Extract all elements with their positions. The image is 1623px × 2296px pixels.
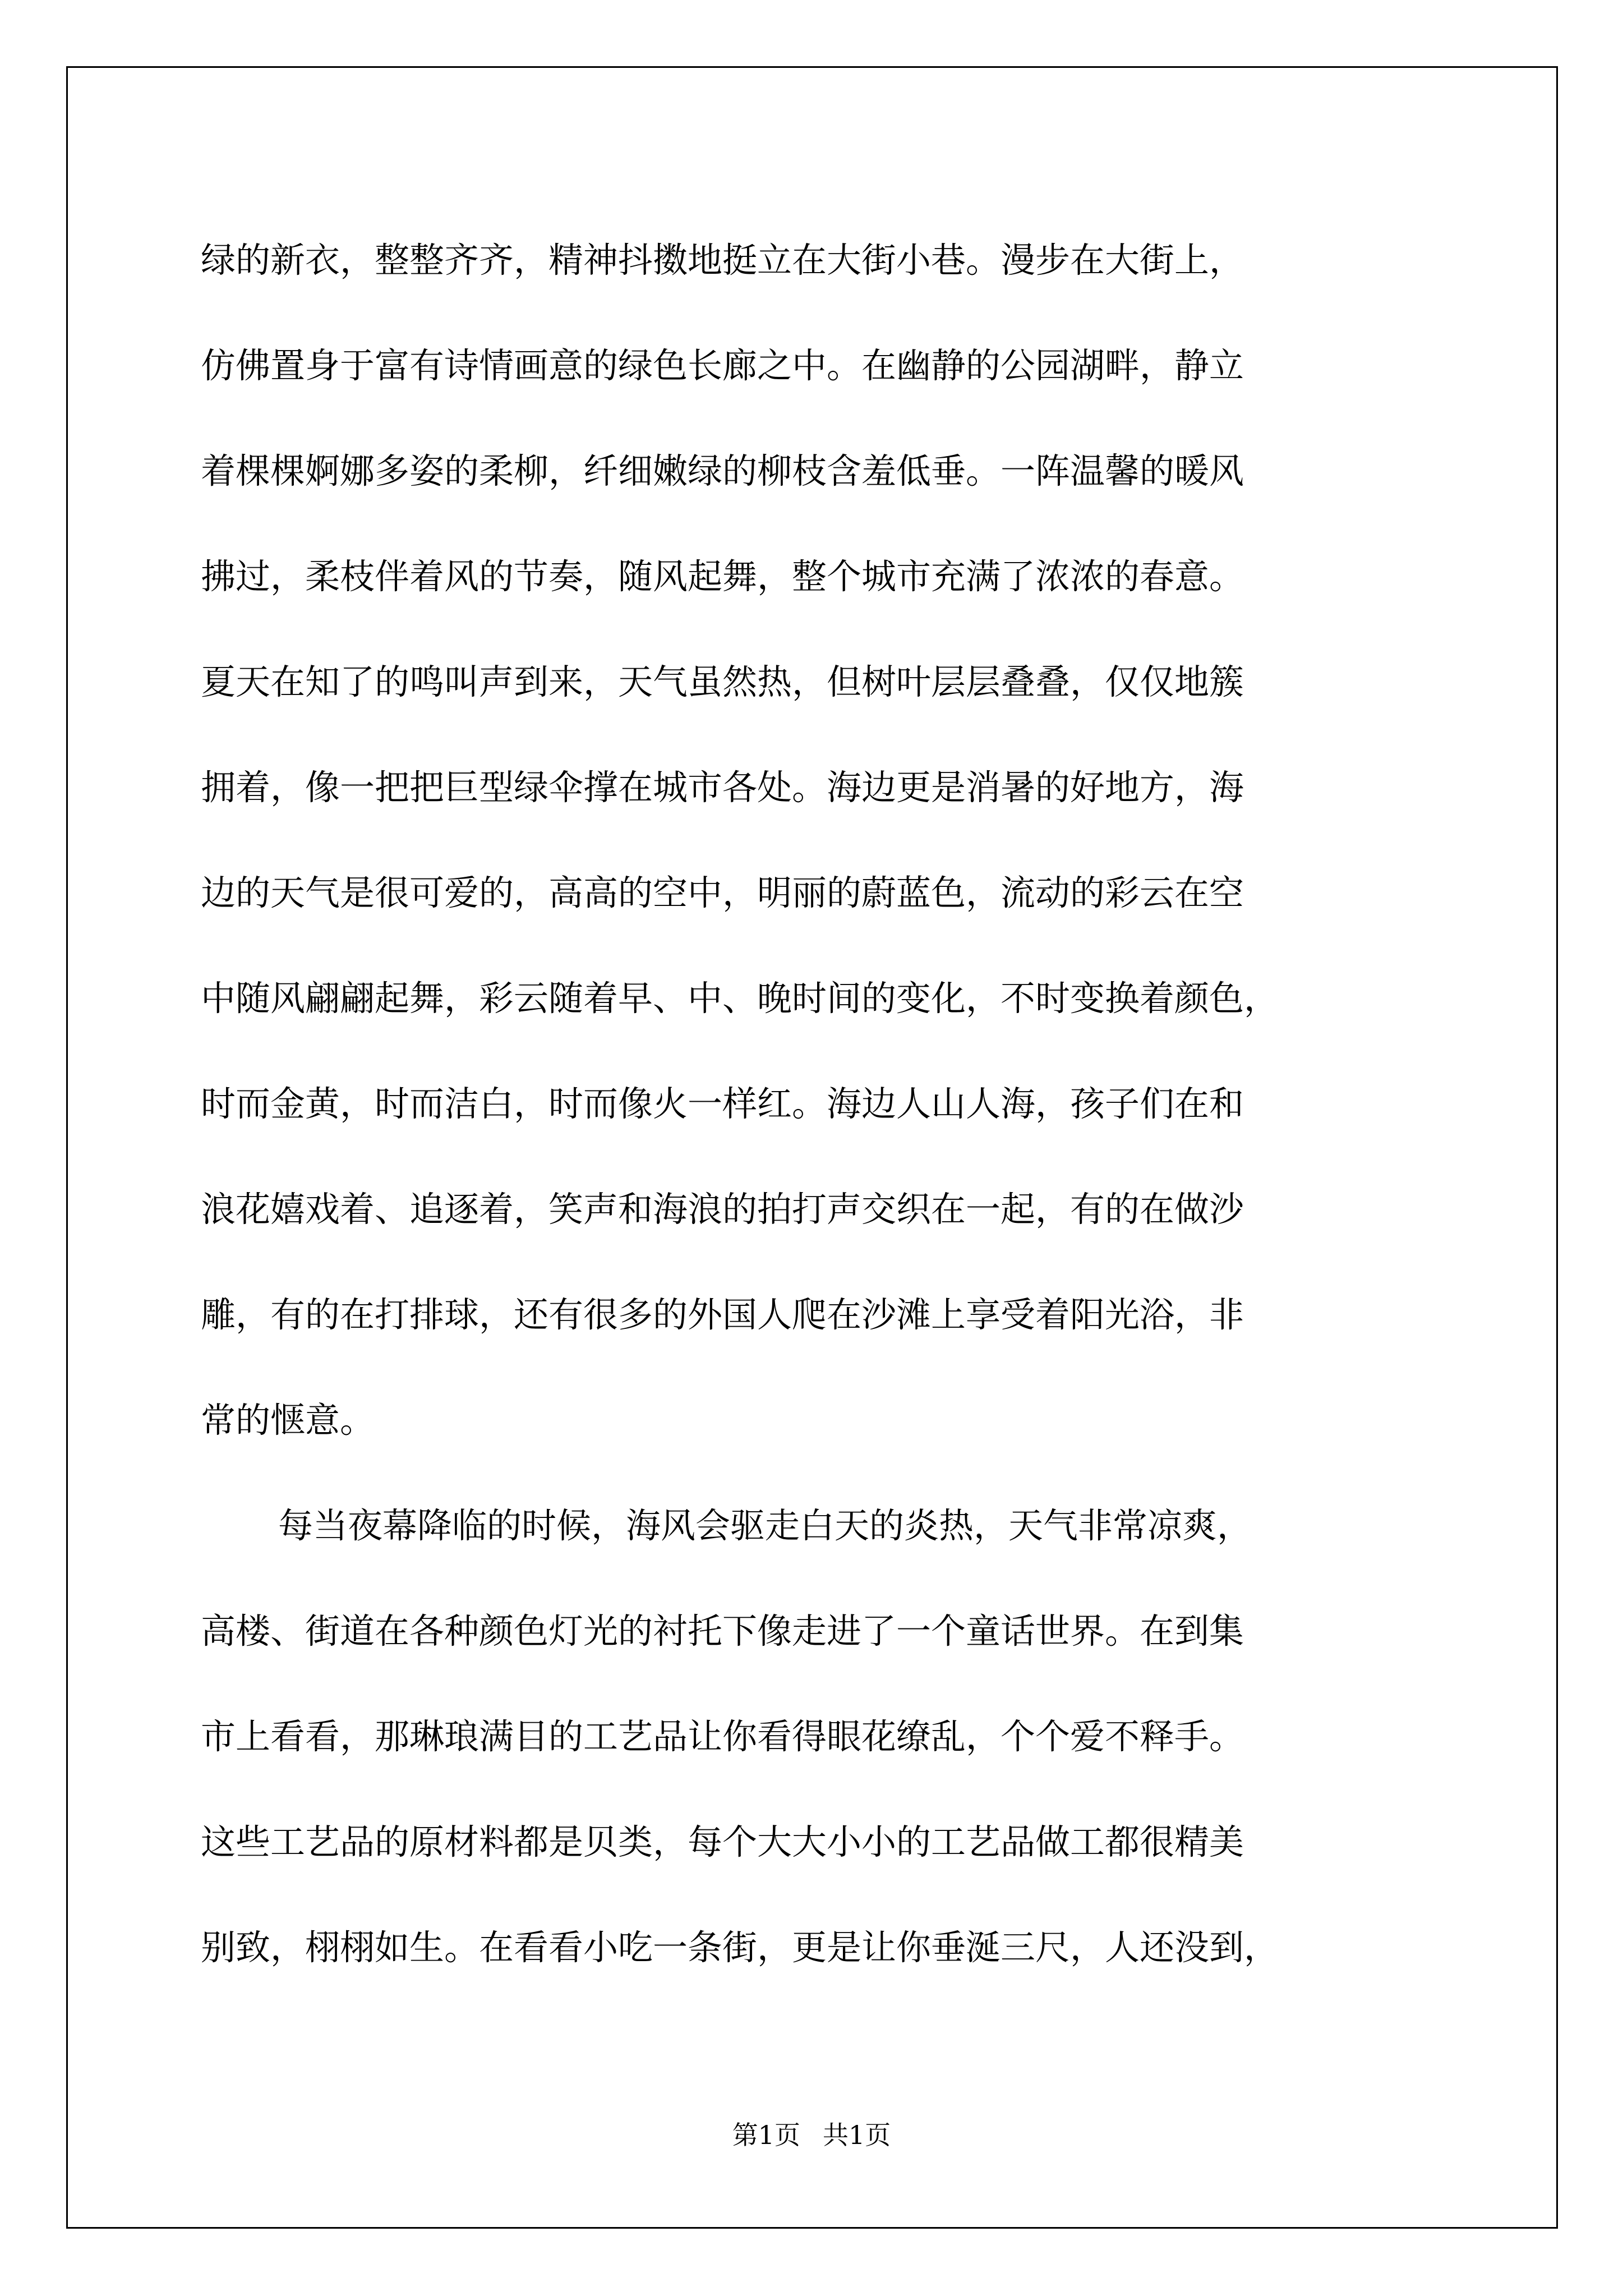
document-body — [201, 208, 1457, 2000]
text-line: 拥着，像一把把巨型绿伞撑在城市各处。海边更是消暑的好地方，海 — [201, 767, 1244, 808]
text-line: 绿的新衣，整整齐齐，精神抖擞地挺立在大街小巷。漫步在大街上， — [201, 240, 1244, 280]
text-line: 仿佛置身于富有诗情画意的绿色长廊之中。在幽静的公园湖畔，静立 — [201, 345, 1244, 386]
text-line: 着棵棵婀娜多姿的柔柳，纤细嫩绿的柳枝含羞低垂。一阵温馨的暖风 — [201, 450, 1244, 491]
text-line: 这些工艺品的原材料都是贝类，每个大大小小的工艺品做工都很精美 — [201, 1821, 1244, 1862]
text-line: 拂过，柔枝伴着风的节奏，随风起舞，整个城市充满了浓浓的春意。 — [201, 556, 1244, 597]
text-line: 别致，栩栩如生。在看看小吃一条街，更是让你垂涎三尺，人还没到， — [201, 1927, 1279, 1968]
page-number-total: 共1页 — [823, 2120, 891, 2150]
text-line: 夏天在知了的鸣叫声到来，天气虽然热，但树叶层层叠叠，仅仅地簇 — [201, 661, 1244, 702]
text-line: 市上看看，那琳琅满目的工艺品让你看得眼花缭乱，个个爱不释手。 — [201, 1716, 1244, 1757]
text-line: 浪花嬉戏着、追逐着，笑声和海浪的拍打声交织在一起，有的在做沙 — [201, 1189, 1244, 1230]
text-line: 中随风翩翩起舞，彩云随着早、中、晚时间的变化，不时变换着颜色， — [201, 978, 1279, 1019]
text-line: 时而金黄，时而洁白，时而像火一样红。海边人山人海，孩子们在和 — [201, 1083, 1244, 1124]
text-line: 高楼、街道在各种颜色灯光的衬托下像走进了一个童话世界。在到集 — [201, 1611, 1244, 1651]
paragraph-start-line: 每当夜幕降临的时候，海风会驱走白天的炎热，天气非常凉爽， — [278, 1505, 1252, 1546]
page-number-current: 第1页 — [732, 2120, 800, 2150]
text-line: 边的天气是很可爱的，高高的空中，明丽的蔚蓝色，流动的彩云在空 — [201, 872, 1244, 913]
text-line: 雕，有的在打排球，还有很多的外国人爬在沙滩上享受着阳光浴，非 — [201, 1294, 1244, 1335]
page-footer — [0, 2115, 1623, 2152]
text-line: 常的惬意。 — [201, 1400, 375, 1441]
